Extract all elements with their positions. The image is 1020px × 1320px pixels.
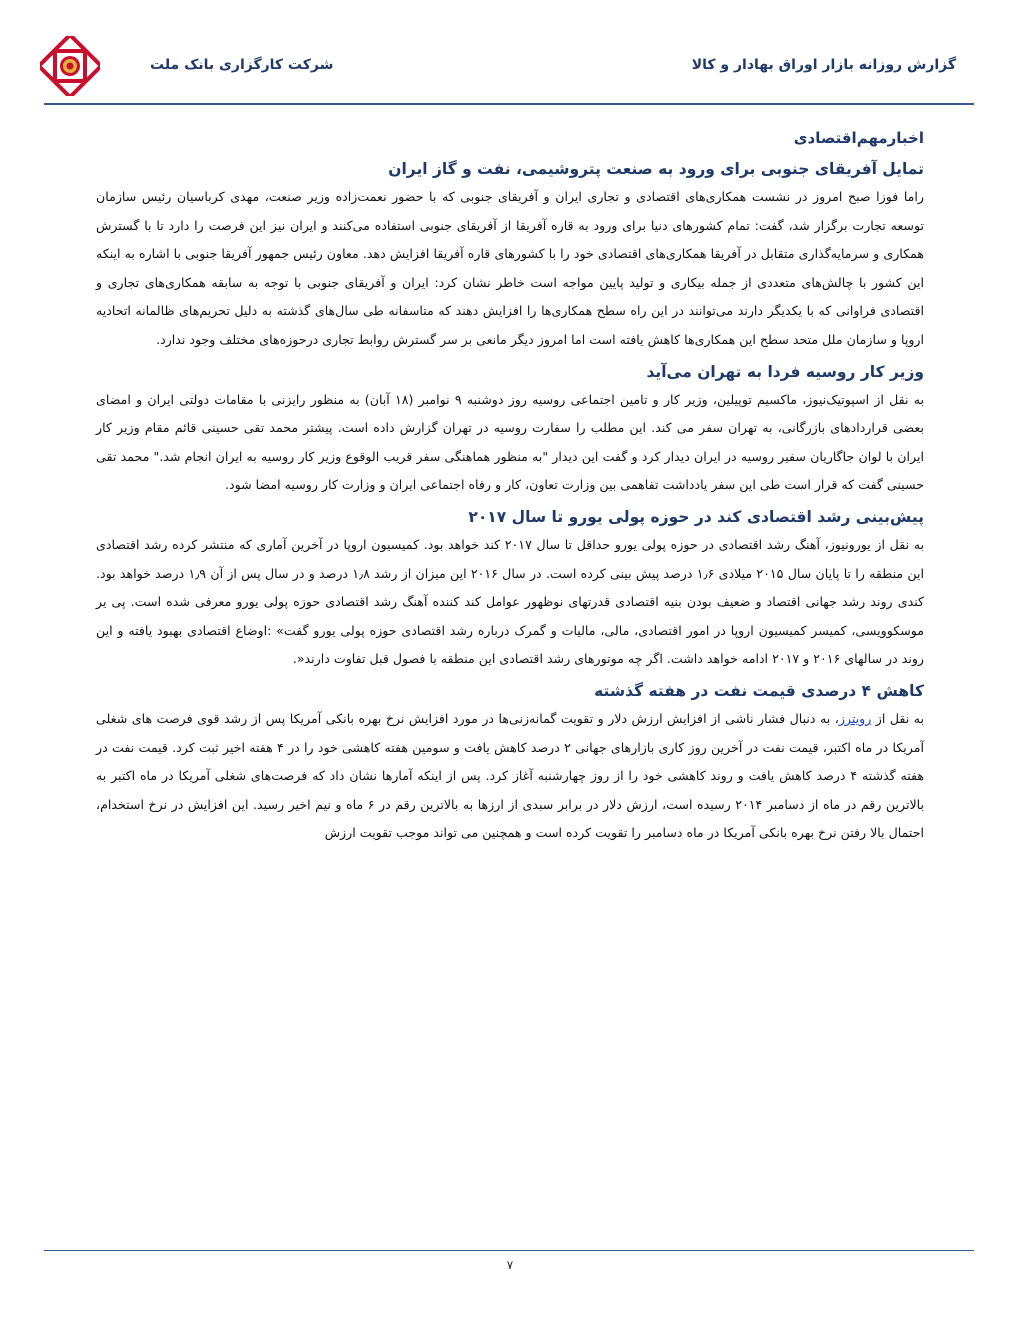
footer-divider [44, 1250, 974, 1251]
page-header [0, 0, 1020, 104]
article-title: تمایل آفریقای جنوبی برای ورود به صنعت پتروشیمی، نفت و گاز ایران [388, 160, 924, 178]
company-name: شرکت کارگزاری بانک ملت [150, 57, 334, 73]
page-number: ۷ [506, 1258, 514, 1272]
article-body-text: ، به دنبال فشار ناشی از افزایش ارزش دلار و تقویت گمانه‌زنی‌ها در مورد افزایش نرخ بهره بانکی آمریکا پس از رشد قوی فرصت های شغلی آمریکا در ماه اکتبر، قیمت نفت در آخرین روز کاری بازارهای جهانی ۲ درصد کاهش یافت و سومین هفته کاهشی خود را در ۴ هفته اخیر ثبت کرد. قیمت نفت در هفته گذشته ۴ درصد کاهش یافت و روند کاهشی خود را از روز چهارشنبه آغاز کرد. پس از اینکه آمارها نشان داد که فرصت‌های شغلی آمریکا در ماه اکتبر به بالاترین رقم در ماه از دسامبر ۲۰۱۴ رسیده است، ارزش دلار در برابر سبدی از ارزها به بالاترین رقم در ۶ ماه و نیم اخیر رسید. این افزایش در نرخ استخدام، احتمال بالا رفتن نرخ بهره بانکی آمریکا در ماه دسامبر را تقویت کرده است و همچنین می تواند موجب تقویت ارزش [96, 710, 925, 841]
header-divider [44, 103, 974, 105]
article-body-prefix: به نقل از [871, 710, 924, 726]
article-body-oil [96, 705, 924, 848]
article-body: به نقل از اسپوتیک‌نیوز، ماکسیم توپیلین، وزیر کار و تامین اجتماعی روسیه روز دوشنبه ۹ نوامبر (۱۸ آبان) به منظور رایزنی با مقامات دولتی ایران و امضای بعضی قراردادهای بازرگانی، به تهران سفر می کند. این مطلب را سفارت روسیه در تهران گزارش داده است. پیشتر محمد تقی حسینی قائم مقام وزیر کار ایران با لوان جاگاریان سفیر روسیه در ایران دیدار کرد و گفت این دیدار "به منظور هماهنگی سفر قریب الوقوع وزیر کار روسیه به ایران انجام شد." محمد تقی حسینی گفت که قرار است طی این سفر یادداشت تفاهمی بین وزارت تعاون، کار و رفاه اجتماعی ایران و وزارت کار روسیه امضا شود. [96, 391, 924, 493]
section-label: اخبارمهم‌اقتصادی [793, 129, 924, 147]
article-body: راما فوزا صبح امروز در نشست همکاری‌های اقتصادی و تجاری ایران و آفریقای جنوبی که با حضور نعمت‌زاده وزیر صنعت، مهدی کرباسیان رئیس سازمان توسعه تجارت برگزار شد، گفت: تمام کشورهای دنیا برای ورود به قاره آفریقا از آفریقای جنوبی استفاده می‌کنند و ایران نیز این فرصت را دارد تا با گسترش همکاری و سرمایه‌گذاری متقابل در آفریقا همکاری‌های اقتصادی خود را با کشورهای قاره آفریقا افزایش دهد. معاون رئیس جمهور آفریقا جنوبی با اشاره به اینکه این کشور با چالش‌های متعددی از جمله بیکاری و تولید پایین مواجه است خاطر نشان کرد: ایران و آفریقای جنوبی با توجه به سابقه همکاری‌های تجاری و اقتصادی فراوانی که با یکدیگر دارند می‌توانند در این راه سطح همکاری‌ها را افزایش دهند که متاسفانه طی سال‌های گذشته به دلیل تحریم‌های ظالمانه اتحادیه اروپا و سازمان ملل متحد سطح این همکاری‌ها کاهش یافته است اما امروز دیگر مانعی بر سر گسترش روابط تجاری درحوزه‌های مختلف وجود ندارد. [96, 189, 924, 347]
report-title: گزارش روزانه بازار اوراق بهادار و کالا [691, 57, 956, 73]
source-link-reuters[interactable]: رویترز [838, 710, 872, 726]
article-title: پیش‌بینی رشد اقتصادی کند در حوزه پولی یورو تا سال ۲۰۱۷ [468, 507, 924, 526]
page-content [96, 122, 924, 848]
bank-mellat-logo-icon [40, 36, 100, 96]
article-title: وزیر کار روسیه فردا به تهران می‌آید [646, 362, 924, 381]
article-title: کاهش ۴ درصدی قیمت نفت در هفته گذشته [594, 681, 924, 700]
article-body: به نقل از یورونیوز، آهنگ رشد اقتصادی در حوزه پولی یورو حداقل تا سال ۲۰۱۷ کند خواهد بود. کمیسیون اروپا در آخرین آماری که منتشر کرده رشد اقتصادی این منطقه را تا پایان سال ۲۰۱۵ میلادی ۱٫۶ درصد پیش بینی کرده است. در سال ۲۰۱۶ این میزان از رشد ۱٫۸ درصد و در سال پس از آن ۱٫۹ درصد خواهد بود. کندی روند رشد جهانی اقتصاد و ضعیف بودن بنیه اقتصادی قدرتهای نوظهور عوامل کند کننده آهنگ رشد اقتصادی حوزه پولی یورو معرفی شده است. پی یر موسکوویسی، کمیسر کمیسیون اروپا در امور اقتصادی، مالی، مالیات و گمرک درباره رشد اقتصادی حوزه پولی یورو گفت» :اوضاع اقتصادی بهبود یافته و این روند در سالهای ۲۰۱۶ و ۲۰۱۷ ادامه خواهد داشت. اگر چه موتورهای رشد اقتصادی این منطقه با فصول قبل تفاوت دارند«. [96, 536, 924, 667]
